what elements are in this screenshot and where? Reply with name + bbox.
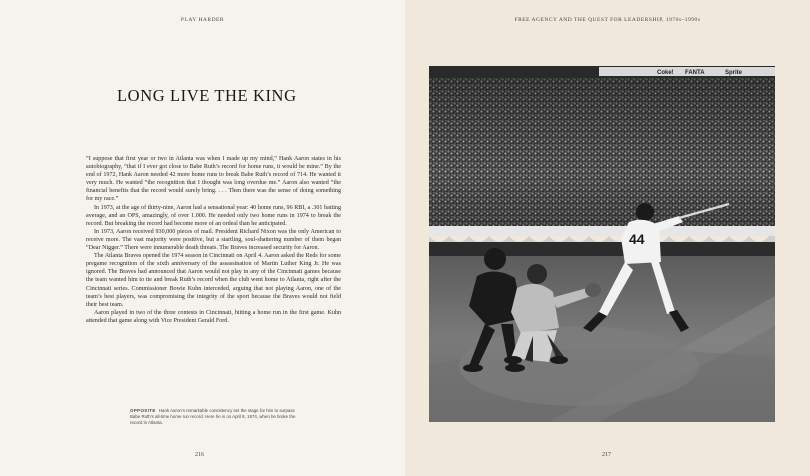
outfield-wall [429, 242, 775, 256]
paragraph: In 1973, Aaron received 930,000 pieces of mail. President Richard Nixon was the only American to receive more. The vast majority were positive, but a startling, soul-shattering number of them began “Dear Nigger.” There were innumerable death threats. The Braves increased security for Aaron. [86, 228, 341, 252]
caption-text: Hank Aaron’s remarkable consistency set the stage for him to surpass Babe Ruth’s all-time home run record. Here he is on April 8, 1974, when he broke the record in Atlanta. [130, 408, 296, 425]
sign-text-sprite: Sprite [725, 70, 743, 76]
jersey-number: 44 [629, 231, 645, 247]
paragraph: The Atlanta Braves opened the 1974 season in Cincinnati on April 4. Aaron asked the Reds for some pregame recognition of the sixth anniversary of the assassination of Martin Luther King Jr. He was ignored. The Braves had announced that Aaron would not play in any of the Cincinnati games because the team wanted him to tie and break Ruth’s record when the club went home to Atlanta, right after the Cincinnati series. Commissioner Bowie Kuhn interceded, arguing that not playing Aaron, one of the team’s best players, was compromising the integrity of the sport because the Braves would not field their best team. [86, 253, 341, 308]
caption-label: OPPOSITE [130, 408, 156, 413]
photo-caption [130, 408, 296, 426]
left-page-number: 216 [195, 452, 204, 458]
sign-text-coke: Coke! [657, 70, 674, 76]
bunting [429, 226, 775, 242]
sign-text-fanta: FANTA [685, 70, 705, 76]
paragraph: “I suppose that first year or two in Atlanta was when I made up my mind,” Hank Aaron states in his autobiography, “that if I ever got close to Babe Ruth’s record for home runs, it would be mine.” By the end of 1972, Hank Aaron needed 42 more home runs to break Babe Ruth’s record of 714. He wanted it very much. He wanted “the recognition that I thought was long overdue me.” Aaron also wanted “the financial benefits that the record would surely bring. . . . Then there was the sense of doing something for my race.” [86, 156, 341, 203]
paragraph: In 1973, at the age of thirty-nine, Aaron had a sensational year: 40 home runs, 96 RBI, a .301 batting average, and an OPS, amazingly, of over 1.000. He needed only two home runs in 1974 to break the record. But breaking the record had become more of an ordeal than he anticipated. [86, 204, 341, 227]
left-running-head: PLAY HARDER [180, 17, 225, 23]
body-text [86, 155, 341, 325]
chapter-title: LONG LIVE THE KING [117, 86, 297, 105]
right-page-number: 217 [602, 452, 611, 458]
paragraph: Aaron played in two of the three contests in Cincinnati, hitting a home run in the first game. Kuhn attended that game along with Vice President Gerald Ford. [86, 309, 341, 324]
baseball-photo [429, 66, 775, 422]
right-running-head: FREE AGENCY AND THE QUEST FOR LEADERSHIP, 1970s–1990s [514, 17, 701, 23]
